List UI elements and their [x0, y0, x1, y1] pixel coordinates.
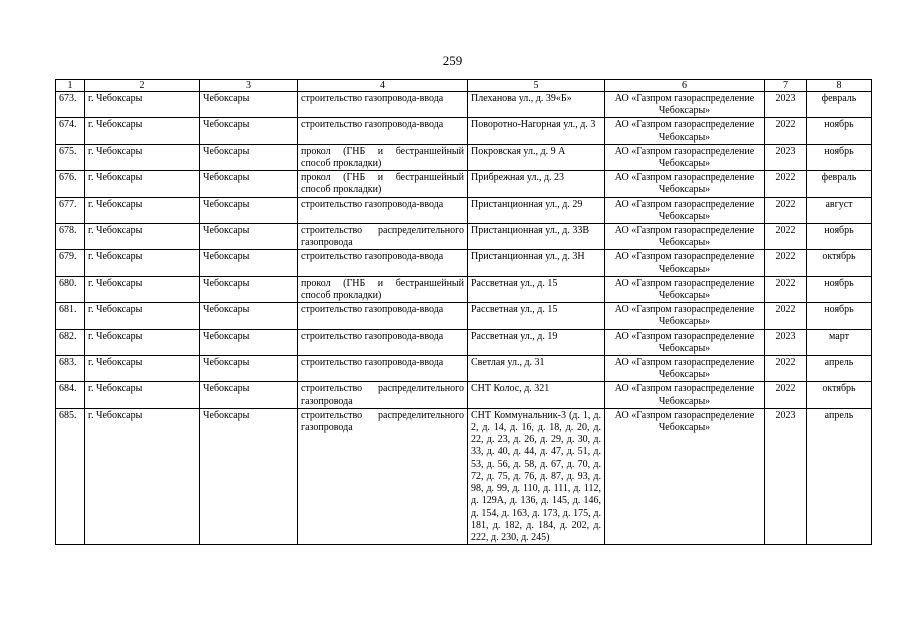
- table-cell-c5: Рассветная ул., д. 19: [468, 329, 605, 355]
- table-cell-c3: Чебоксары: [200, 197, 298, 223]
- table-cell-c2: г. Чебоксары: [85, 303, 200, 329]
- table-cell-c7: 2023: [765, 144, 807, 170]
- table-cell-c4: прокол (ГНБ и бестраншейный способ прокладки): [298, 171, 468, 197]
- table-cell-c3: Чебоксары: [200, 118, 298, 144]
- header-cell: 1: [56, 80, 85, 92]
- table-cell-n: 682.: [56, 329, 85, 355]
- table-cell-c7: 2022: [765, 303, 807, 329]
- table-cell-c8: апрель: [807, 356, 872, 382]
- table-row: [56, 250, 872, 276]
- table-cell-c3: Чебоксары: [200, 382, 298, 408]
- table-cell-c2: г. Чебоксары: [85, 329, 200, 355]
- header-cell: 7: [765, 80, 807, 92]
- page-number: 259: [442, 53, 463, 68]
- table-cell-c2: г. Чебоксары: [85, 197, 200, 223]
- table-cell-c5: СНТ Коммунальник-3 (д. 1, д. 2, д. 14, д. 16, д. 18, д. 20, д. 22, д. 23, д. 26, д. 29, д. 30, д. 33, д. 40, д. 44, д. 47, д. 51, д. 53, д. 56, д. 58, д. 67, д. 70, д. 72, д. 75, д. 76, д. 87, д. 93, д. 98, д. 99, д. 110, д. 111, д. 112, д. 129А, д. 136, д. 145, д. 146, д. 154, д. 163, д. 173, д. 175, д. 181, д. 182, д. 184, д. 202, д. 222, д. 230, д. 245): [468, 408, 605, 544]
- table-cell-n: 677.: [56, 197, 85, 223]
- table-cell-c3: Чебоксары: [200, 356, 298, 382]
- table-cell-c6: АО «Газпром газораспределение Чебоксары»: [605, 118, 765, 144]
- header-cell: 6: [605, 80, 765, 92]
- table-cell-c5: Пристанционная ул., д. 3Н: [468, 250, 605, 276]
- table-cell-c8: октябрь: [807, 250, 872, 276]
- table-cell-c6: АО «Газпром газораспределение Чебоксары»: [605, 197, 765, 223]
- table-cell-c7: 2022: [765, 250, 807, 276]
- table-cell-c3: Чебоксары: [200, 171, 298, 197]
- table-cell-c3: Чебоксары: [200, 224, 298, 250]
- table-cell-c3: Чебоксары: [200, 303, 298, 329]
- table-cell-c3: Чебоксары: [200, 92, 298, 118]
- table-cell-n: 683.: [56, 356, 85, 382]
- table-cell-c8: март: [807, 329, 872, 355]
- header-cell: 5: [468, 80, 605, 92]
- table-cell-c6: АО «Газпром газораспределение Чебоксары»: [605, 144, 765, 170]
- table-row: [56, 329, 872, 355]
- table-cell-c6: АО «Газпром газораспределение Чебоксары»: [605, 250, 765, 276]
- table-cell-c2: г. Чебоксары: [85, 144, 200, 170]
- header-cell: 3: [200, 80, 298, 92]
- table-row: [56, 224, 872, 250]
- table-cell-c7: 2022: [765, 224, 807, 250]
- table-cell-c5: Пристанционная ул., д. 29: [468, 197, 605, 223]
- table-cell-c2: г. Чебоксары: [85, 276, 200, 302]
- table-cell-c5: Прибрежная ул., д. 23: [468, 171, 605, 197]
- table-cell-c5: СНТ Колос, д. 321: [468, 382, 605, 408]
- table-cell-c2: г. Чебоксары: [85, 171, 200, 197]
- table-body: [56, 92, 872, 545]
- table-cell-c5: Покровская ул., д. 9 А: [468, 144, 605, 170]
- schedule-table: [55, 79, 872, 545]
- table-cell-c5: Пристанционная ул., д. 33В: [468, 224, 605, 250]
- table-cell-c5: Поворотно-Нагорная ул., д. 3: [468, 118, 605, 144]
- table-cell-c6: АО «Газпром газораспределение Чебоксары»: [605, 303, 765, 329]
- header-cell: 2: [85, 80, 200, 92]
- table-cell-c4: строительство распределительного газопровода: [298, 382, 468, 408]
- table-cell-n: 678.: [56, 224, 85, 250]
- table-cell-c4: строительство газопровода-ввода: [298, 356, 468, 382]
- table-cell-c4: строительство газопровода-ввода: [298, 118, 468, 144]
- table-cell-c7: 2023: [765, 92, 807, 118]
- table-row: [56, 92, 872, 118]
- table-cell-c8: февраль: [807, 171, 872, 197]
- table-cell-c2: г. Чебоксары: [85, 408, 200, 544]
- table-cell-c5: Светлая ул., д. 31: [468, 356, 605, 382]
- table-row: [56, 144, 872, 170]
- table-cell-c6: АО «Газпром газораспределение Чебоксары»: [605, 92, 765, 118]
- table-cell-c7: 2022: [765, 276, 807, 302]
- table-cell-c4: строительство распределительного газопровода: [298, 224, 468, 250]
- table-cell-c6: АО «Газпром газораспределение Чебоксары»: [605, 329, 765, 355]
- table-cell-n: 675.: [56, 144, 85, 170]
- table-cell-c8: ноябрь: [807, 118, 872, 144]
- table-cell-n: 673.: [56, 92, 85, 118]
- table-cell-c8: ноябрь: [807, 303, 872, 329]
- table-cell-c6: АО «Газпром газораспределение Чебоксары»: [605, 276, 765, 302]
- table-row: [56, 118, 872, 144]
- table-cell-c8: ноябрь: [807, 276, 872, 302]
- table-cell-n: 684.: [56, 382, 85, 408]
- table-cell-c4: прокол (ГНБ и бестраншейный способ прокладки): [298, 144, 468, 170]
- table-row: [56, 356, 872, 382]
- table-cell-c4: строительство распределительного газопровода: [298, 408, 468, 544]
- table-cell-c4: строительство газопровода-ввода: [298, 92, 468, 118]
- table-cell-c7: 2023: [765, 329, 807, 355]
- table-cell-c6: АО «Газпром газораспределение Чебоксары»: [605, 382, 765, 408]
- table-cell-c5: Плеханова ул., д. 39«Б»: [468, 92, 605, 118]
- table-cell-c8: февраль: [807, 92, 872, 118]
- table-row: [56, 171, 872, 197]
- table-cell-c4: строительство газопровода-ввода: [298, 197, 468, 223]
- table-cell-c2: г. Чебоксары: [85, 92, 200, 118]
- table-cell-c5: Рассветная ул., д. 15: [468, 276, 605, 302]
- table-cell-c8: ноябрь: [807, 144, 872, 170]
- table-cell-c7: 2022: [765, 197, 807, 223]
- table-cell-c3: Чебоксары: [200, 276, 298, 302]
- table-cell-c6: АО «Газпром газораспределение Чебоксары»: [605, 356, 765, 382]
- table-cell-c2: г. Чебоксары: [85, 382, 200, 408]
- table-cell-c4: строительство газопровода-ввода: [298, 250, 468, 276]
- table-cell-n: 674.: [56, 118, 85, 144]
- table-cell-c3: Чебоксары: [200, 250, 298, 276]
- table-row: [56, 276, 872, 302]
- table-cell-n: 681.: [56, 303, 85, 329]
- table-cell-c7: 2022: [765, 382, 807, 408]
- table-cell-c3: Чебоксары: [200, 144, 298, 170]
- table-cell-c4: прокол (ГНБ и бестраншейный способ прокладки): [298, 276, 468, 302]
- table-cell-c3: Чебоксары: [200, 408, 298, 544]
- table-cell-c7: 2022: [765, 356, 807, 382]
- table-row: [56, 197, 872, 223]
- table-cell-c6: АО «Газпром газораспределение Чебоксары»: [605, 408, 765, 544]
- table-cell-c7: 2022: [765, 118, 807, 144]
- table-cell-c6: АО «Газпром газораспределение Чебоксары»: [605, 171, 765, 197]
- table-cell-c8: ноябрь: [807, 224, 872, 250]
- table-cell-n: 676.: [56, 171, 85, 197]
- table-cell-c8: октябрь: [807, 382, 872, 408]
- table-cell-c4: строительство газопровода-ввода: [298, 303, 468, 329]
- table-cell-n: 679.: [56, 250, 85, 276]
- table-row: [56, 382, 872, 408]
- table-row: [56, 408, 872, 544]
- table-cell-n: 680.: [56, 276, 85, 302]
- table-cell-n: 685.: [56, 408, 85, 544]
- table-cell-c5: Рассветная ул., д. 15: [468, 303, 605, 329]
- table-cell-c6: АО «Газпром газораспределение Чебоксары»: [605, 224, 765, 250]
- table-cell-c2: г. Чебоксары: [85, 118, 200, 144]
- table-row: [56, 303, 872, 329]
- header-cell: 8: [807, 80, 872, 92]
- header-cell: 4: [298, 80, 468, 92]
- table-cell-c8: апрель: [807, 408, 872, 544]
- header-row: [56, 80, 872, 92]
- table-cell-c8: август: [807, 197, 872, 223]
- table-cell-c2: г. Чебоксары: [85, 356, 200, 382]
- table-cell-c2: г. Чебоксары: [85, 250, 200, 276]
- table-cell-c7: 2023: [765, 408, 807, 544]
- table-cell-c2: г. Чебоксары: [85, 224, 200, 250]
- table-cell-c3: Чебоксары: [200, 329, 298, 355]
- table-cell-c7: 2022: [765, 171, 807, 197]
- table-cell-c4: строительство газопровода-ввода: [298, 329, 468, 355]
